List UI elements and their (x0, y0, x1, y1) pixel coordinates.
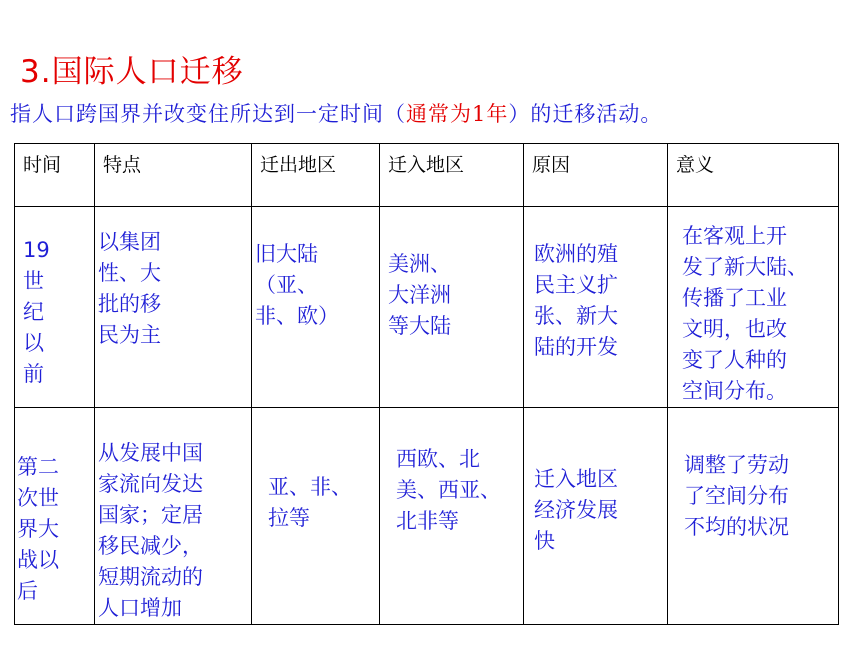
header-origin: 迁出地区 (252, 144, 380, 207)
cell-feature: 从发展中国 家流向发达 国家；定居 移民减少， 短期流动的 人口增加 (95, 408, 252, 625)
header-time: 时间 (15, 144, 95, 207)
migration-table (14, 143, 839, 625)
cell-origin: 旧大陆 （亚、 非、欧） (252, 207, 380, 408)
table-row (15, 408, 839, 625)
table-row (15, 207, 839, 408)
definition-text (10, 98, 662, 128)
cell-time: 第二 次世 界大 战以 后 (15, 408, 95, 625)
header-feature: 特点 (95, 144, 252, 207)
cell-destination: 美洲、 大洋洲 等大陆 (380, 207, 524, 408)
cell-significance: 在客观上开 发了新大陆、 传播了工业 文明，也改 变了人种的 空间分布。 (668, 207, 839, 408)
section-title: 3.国际人口迁移 (20, 54, 244, 90)
cell-significance: 调整了劳动 了空间分布 不均的状况 (668, 408, 839, 625)
header-destination: 迁入地区 (380, 144, 524, 207)
cell-feature: 以集团 性、大 批的移 民为主 (95, 207, 252, 408)
definition-highlight: 通常为1年 (406, 102, 509, 126)
definition-text-start: 指人口跨国界并改变住所达到一定时间（ (10, 102, 406, 126)
cell-time: 19 世 纪 以 前 (15, 207, 95, 408)
cell-destination: 西欧、北 美、西亚、 北非等 (380, 408, 524, 625)
table-header-row (15, 144, 839, 207)
definition-text-end: ）的迁移活动。 (508, 102, 663, 126)
cell-cause: 欧洲的殖 民主义扩 张、新大 陆的开发 (524, 207, 668, 408)
cell-cause: 迁入地区 经济发展 快 (524, 408, 668, 625)
cell-origin: 亚、非、 拉等 (252, 408, 380, 625)
header-significance: 意义 (668, 144, 839, 207)
header-cause: 原因 (524, 144, 668, 207)
